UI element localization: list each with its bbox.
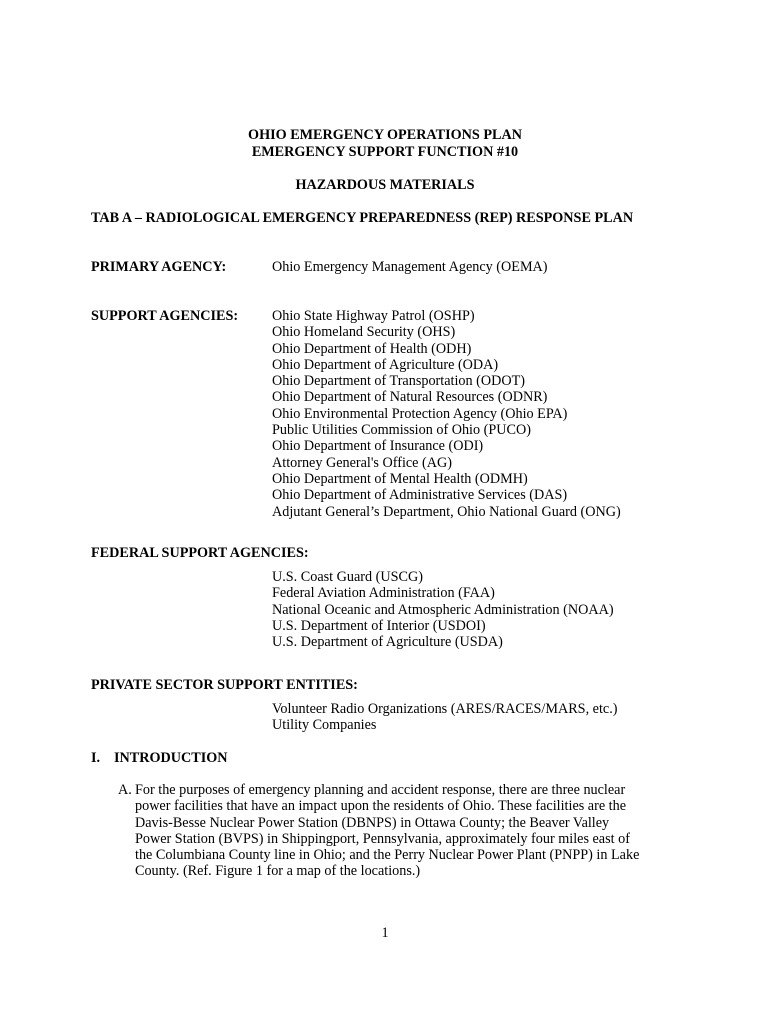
list-item: Attorney General's Office (AG) — [272, 454, 452, 471]
list-item: U.S. Coast Guard (USCG) — [272, 569, 423, 585]
paragraph-line: Power Station (BVPS) in Shippingport, Pennsylvania, approximately four miles east of — [135, 830, 630, 847]
primary-agency-value: Ohio Emergency Management Agency (OEMA) — [272, 259, 548, 275]
support-agencies-label: SUPPORT AGENCIES: — [91, 308, 239, 324]
list-item: Ohio Department of Health (ODH) — [272, 340, 472, 357]
plan-title: OHIO EMERGENCY OPERATIONS PLAN — [248, 127, 522, 143]
paragraph-marker: A. — [118, 782, 132, 798]
list-item: Adjutant General’s Department, Ohio National Guard (ONG) — [272, 503, 621, 520]
list-item: U.S. Department of Agriculture (USDA) — [272, 634, 503, 651]
primary-agency-label: PRIMARY AGENCY: — [91, 259, 227, 275]
list-item: Ohio Department of Agriculture (ODA) — [272, 356, 499, 373]
paragraph-line: For the purposes of emergency planning and accident response, there are three nuclear — [135, 782, 626, 798]
tab-title: TAB A – RADIOLOGICAL EMERGENCY PREPAREDNESS (REP) RESPONSE PLAN — [91, 210, 634, 226]
page-number: 1 — [381, 925, 389, 941]
list-item: Volunteer Radio Organizations (ARES/RACES/MARS, etc.) — [272, 701, 618, 717]
list-item: U.S. Department of Interior (USDOI) — [272, 617, 486, 634]
paragraph-line: the Columbiana County line in Ohio; and the Perry Nuclear Power Plant (PNPP) in Lake — [135, 847, 640, 864]
list-item: Ohio State Highway Patrol (OSHP) — [272, 308, 475, 324]
list-item: Ohio Department of Natural Resources (ODNR) — [272, 389, 548, 406]
list-item: Ohio Homeland Security (OHS) — [272, 324, 456, 341]
paragraph-a — [135, 782, 639, 880]
hazmat-title: HAZARDOUS MATERIALS — [295, 177, 475, 193]
paragraph-line: power facilities that have an impact upon the residents of Ohio. These facilities are the — [135, 798, 627, 815]
list-item: Public Utilities Commission of Ohio (PUCO) — [272, 422, 531, 439]
paragraph-line: Davis-Besse Nuclear Power Station (DBNPS) in Ottawa County; the Beaver Valley — [135, 814, 610, 831]
private-sector-label: PRIVATE SECTOR SUPPORT ENTITIES: — [91, 677, 358, 693]
list-item: Ohio Department of Transportation (ODOT) — [272, 373, 525, 390]
list-item: Federal Aviation Administration (FAA) — [272, 585, 495, 602]
federal-support-agencies-list — [272, 569, 614, 650]
list-item: Utility Companies — [272, 717, 377, 734]
list-item: Ohio Department of Mental Health (ODMH) — [272, 470, 528, 487]
federal-support-agencies-label: FEDERAL SUPPORT AGENCIES: — [91, 545, 309, 561]
private-sector-list — [272, 701, 617, 734]
list-item: Ohio Department of Administrative Services (DAS) — [272, 487, 568, 504]
paragraph-line: County. (Ref. Figure 1 for a map of the locations.) — [135, 863, 421, 880]
list-item: Ohio Department of Insurance (ODI) — [272, 438, 484, 455]
section-title: INTRODUCTION — [114, 750, 228, 766]
support-agencies-list — [272, 308, 621, 520]
list-item: National Oceanic and Atmospheric Administration (NOAA) — [272, 601, 614, 618]
esf-title: EMERGENCY SUPPORT FUNCTION #10 — [251, 144, 519, 160]
section-number: I. — [91, 750, 101, 766]
list-item: Ohio Environmental Protection Agency (Ohio EPA) — [272, 405, 568, 422]
